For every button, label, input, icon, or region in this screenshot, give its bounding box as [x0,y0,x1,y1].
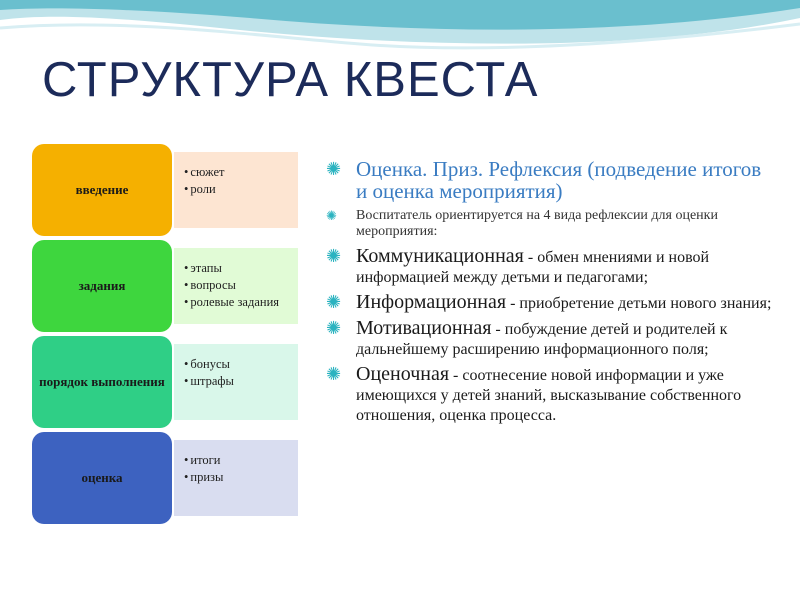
stage-label: задания [32,240,172,332]
stage-detail-item: • штрафы [184,373,298,390]
stage-details [174,152,298,228]
content-heading: Оценка. Приз. Рефлексия (подведение итогов и оценка мероприятия) [356,157,762,203]
stage-detail-item: • ролевые задания [184,294,298,311]
intro-item [326,208,776,240]
bullet-icon: ✺ [326,159,342,179]
reflexion-desc: - обмен мнениями и новой информацией между детьми и педагогами; [356,249,710,286]
bullet-icon: ✺ [326,364,342,384]
bullet-icon: ✺ [326,208,337,223]
reflexion-term: Оценочная [356,363,450,385]
stage-details [174,440,298,516]
reflexion-term: Коммуникационная [356,245,524,267]
bullet-icon: ✺ [326,318,342,338]
bullet-icon: ✺ [326,246,342,266]
stage-label: оценка [32,432,172,524]
stage-details [174,344,298,420]
stage-label: порядок выполнения [32,336,172,428]
reflexion-content [326,158,776,426]
stage-order [22,336,302,428]
content-heading-item [326,158,776,202]
reflexion-term: Информационная [356,291,507,313]
stage-label: введение [32,144,172,236]
stage-detail-item: • сюжет [184,164,298,181]
stage-intro [22,144,302,236]
stage-evaluation [22,432,302,524]
reflexion-desc: - приобретение детьми нового знания; [506,295,772,312]
reflexion-item [326,246,776,288]
reflexion-desc: - побуждение детей и родителей к дальнейшему расширению информационного поля; [356,321,728,358]
reflexion-item [326,364,776,426]
stage-detail-item: • этапы [184,260,298,277]
reflexion-item [326,292,776,314]
reflexion-desc: - соотнесение новой информации и уже имеющихся у детей знаний, высказывание собственного отношения, оценка процесса. [356,367,742,424]
stage-detail-item: • итоги [184,452,298,469]
stage-details [174,248,298,324]
stage-detail-item: • вопросы [184,277,298,294]
stage-tasks [22,240,302,332]
reflexion-item [326,318,776,360]
stage-detail-item: • роли [184,181,298,198]
reflexion-term: Мотивационная [356,317,492,339]
stage-detail-item: • призы [184,469,298,486]
page-title: СТРУКТУРА КВЕСТА [42,53,539,107]
intro-text: Воспитатель ориентируется на 4 вида рефлексии для оценки мероприятия: [356,208,718,239]
stage-detail-item: • бонусы [184,356,298,373]
quest-structure-diagram [22,136,302,536]
bullet-icon: ✺ [326,292,342,312]
